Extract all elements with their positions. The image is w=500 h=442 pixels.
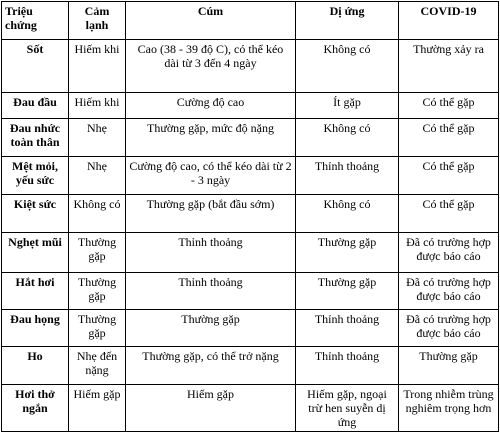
header-cold: Cảm lạnh (69, 2, 126, 40)
covid-cell: Có thể gặp (399, 195, 499, 233)
cold-cell: Thường gặp (69, 233, 126, 273)
cold-cell: Thường gặp (69, 273, 126, 310)
allergy-cell: Thường gặp (296, 233, 399, 273)
symptom-cell: Hơi thở ngắn (2, 385, 69, 432)
header-symptom: Triệu chứng (2, 2, 69, 40)
allergy-cell: Ít gặp (296, 93, 399, 119)
header-flu: Cúm (126, 2, 296, 40)
covid-cell: Trong nhiễm trùng nghiêm trọng hơn (399, 385, 499, 432)
table-row (2, 233, 499, 273)
allergy-cell: Thường gặp (296, 273, 399, 310)
covid-cell: Đã có trường hợp được báo cáo (399, 310, 499, 347)
cold-cell: Hiếm khi (69, 40, 126, 93)
cold-cell: Thường gặp (69, 310, 126, 347)
symptom-cell: Đau nhức toàn thân (2, 119, 69, 157)
symptom-cell: Đau đầu (2, 93, 69, 119)
table-row (2, 195, 499, 233)
allergy-cell: Hiếm gặp, ngoại trừ hen suyễn dị ứng (296, 385, 399, 432)
symptom-cell: Sốt (2, 40, 69, 93)
table-row (2, 347, 499, 385)
symptom-comparison-table (1, 1, 499, 432)
table-row (2, 157, 499, 195)
cold-cell: Không có (69, 195, 126, 233)
allergy-cell: Thỉnh thoảng (296, 310, 399, 347)
allergy-cell: Không có (296, 40, 399, 93)
header-allergy: Dị ứng (296, 2, 399, 40)
flu-cell: Thường gặp (126, 310, 296, 347)
cold-cell: Hiếm gặp (69, 385, 126, 432)
covid-cell: Đã có trường hợp được báo cáo (399, 233, 499, 273)
covid-cell: Có thể gặp (399, 119, 499, 157)
symptom-cell: Kiệt sức (2, 195, 69, 233)
covid-cell: Đã có trường hợp được báo cáo (399, 273, 499, 310)
table-row (2, 93, 499, 119)
cold-cell: Nhẹ đến nặng (69, 347, 126, 385)
symptom-cell: Mệt mỏi, yếu sức (2, 157, 69, 195)
symptom-cell: Ho (2, 347, 69, 385)
covid-cell: Thường gặp (399, 347, 499, 385)
allergy-cell: Không có (296, 195, 399, 233)
flu-cell: Thường gặp, có thể trở nặng (126, 347, 296, 385)
symptom-cell: Nghẹt mũi (2, 233, 69, 273)
flu-cell: Thường gặp, mức độ nặng (126, 119, 296, 157)
flu-cell: Thỉnh thoảng (126, 273, 296, 310)
symptom-cell: Hắt hơi (2, 273, 69, 310)
covid-cell: Có thể gặp (399, 93, 499, 119)
cold-cell: Nhẹ (69, 157, 126, 195)
flu-cell: Thường gặp (bắt đầu sớm) (126, 195, 296, 233)
table-row (2, 273, 499, 310)
table-row (2, 385, 499, 432)
allergy-cell: Thỉnh thoảng (296, 347, 399, 385)
covid-cell: Có thể gặp (399, 157, 499, 195)
flu-cell: Cường độ cao, có thể kéo dài từ 2 - 3 ngày (126, 157, 296, 195)
covid-cell: Thường xảy ra (399, 40, 499, 93)
table-row (2, 310, 499, 347)
header-covid: COVID-19 (399, 2, 499, 40)
symptom-cell: Đau họng (2, 310, 69, 347)
cold-cell: Nhẹ (69, 119, 126, 157)
cold-cell: Hiếm khi (69, 93, 126, 119)
flu-cell: Cường độ cao (126, 93, 296, 119)
table-header-row (2, 2, 499, 40)
allergy-cell: Thỉnh thoảng (296, 157, 399, 195)
allergy-cell: Không có (296, 119, 399, 157)
flu-cell: Cao (38 - 39 độ C), có thể kéo dài từ 3 đến 4 ngày (126, 40, 296, 93)
flu-cell: Thỉnh thoảng (126, 233, 296, 273)
table-row (2, 40, 499, 93)
flu-cell: Hiếm gặp (126, 385, 296, 432)
table-row (2, 119, 499, 157)
